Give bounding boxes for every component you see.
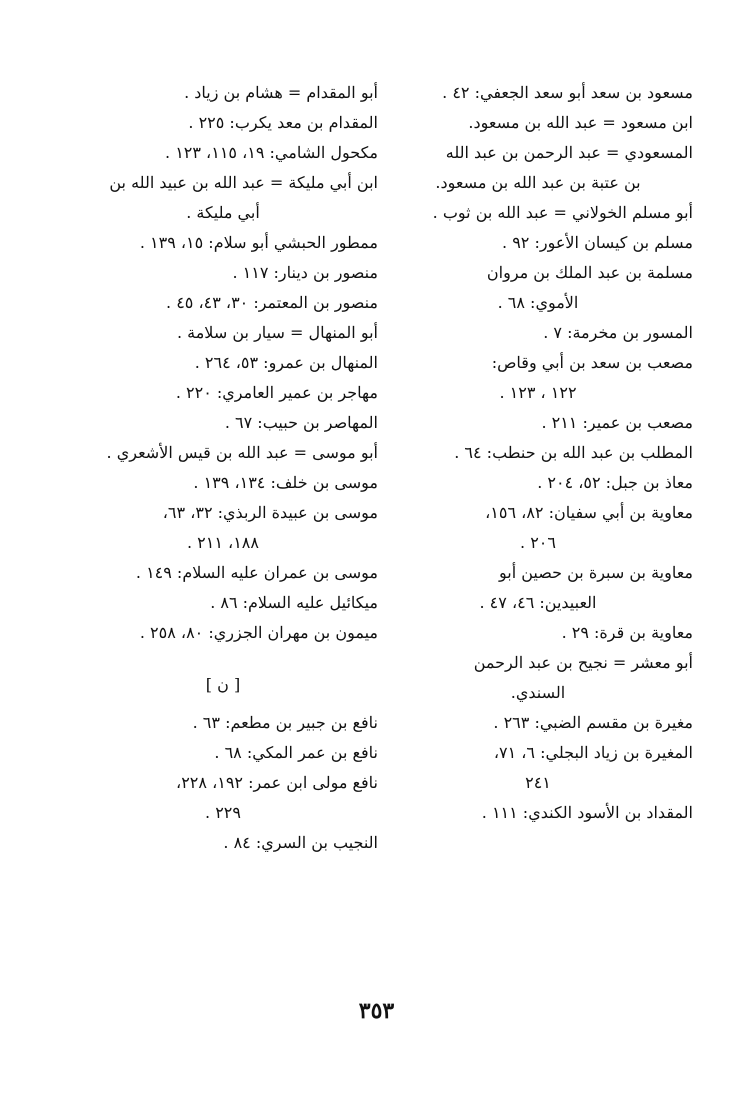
- index-entry: نافع بن عمر المكي: ٦٨ .: [214, 743, 378, 762]
- index-entry: مصعب بن عمير: ٢١١ .: [541, 413, 693, 432]
- index-entry: معاوية بن أبي سفيان: ٨٢، ١٥٦،: [485, 503, 693, 522]
- index-entry: نافع بن جبير بن مطعم: ٦٣ .: [192, 713, 378, 732]
- index-entry: نافع مولى ابن عمر: ١٩٢، ٢٢٨،: [176, 773, 378, 792]
- index-entry: المسعودي = عبد الرحمن بن عبد الله: [445, 143, 693, 162]
- index-entry: النجيب بن السري: ٨٤ .: [223, 833, 378, 852]
- index-entry-continuation: أبي مليكة .: [186, 203, 260, 222]
- index-entry: معاوية بن قرة: ٢٩ .: [561, 623, 693, 642]
- left-column: [68, 78, 378, 858]
- index-entry: ابن أبي مليكة = عبد الله بن عبيد الله بن: [109, 173, 378, 192]
- index-entry-continuation: ٢٤١: [525, 773, 551, 792]
- index-entry: المقداد بن الأسود الكندي: ١١١ .: [481, 803, 693, 822]
- index-entry: مسلم بن كيسان الأعور: ٩٢ .: [502, 233, 693, 252]
- index-entry-continuation: العبيدين: ٤٦، ٤٧ .: [479, 593, 597, 612]
- index-entry: ابن مسعود = عبد الله بن مسعود.: [468, 113, 693, 132]
- index-entry: معاذ بن جبل: ٥٢، ٢٠٤ .: [537, 473, 693, 492]
- index-entry: مسعود بن سعد أبو سعد الجعفي: ٤٢ .: [442, 83, 693, 102]
- index-entry: أبو مسلم الخولاني = عبد الله بن ثوب .: [432, 203, 693, 222]
- right-column: [383, 78, 693, 828]
- index-entry: المغيرة بن زياد البجلي: ٦، ٧١،: [493, 743, 693, 762]
- index-entry: مغيرة بن مقسم الضبي: ٢٦٣ .: [493, 713, 693, 732]
- index-entry: أبو المنهال = سيار بن سلامة .: [176, 323, 378, 342]
- section-heading-noon: [ ن ]: [205, 675, 241, 694]
- index-entry: ميمون بن مهران الجزري: ٨٠، ٢٥٨ .: [139, 623, 378, 642]
- index-entry-continuation: ١٨٨، ٢١١ .: [187, 533, 259, 552]
- index-entry: المسور بن مخرمة: ٧ .: [543, 323, 693, 342]
- index-entry: موسى بن عبيدة الربذي: ٣٢، ٦٣،: [162, 503, 378, 522]
- index-entry-continuation: بن عتبة بن عبد الله بن مسعود.: [435, 173, 641, 192]
- index-entry: مصعب بن سعد بن أبي وقاص:: [491, 353, 693, 372]
- index-entry: معاوية بن سبرة بن حصين أبو: [499, 563, 693, 582]
- index-entry-continuation: ٢٢٩ .: [205, 803, 241, 822]
- index-entry: المقدام بن معد يكرب: ٢٢٥ .: [188, 113, 378, 132]
- index-entry: المنهال بن عمرو: ٥٣، ٢٦٤ .: [194, 353, 378, 372]
- index-entry: مهاجر بن عمير العامري: ٢٢٠ .: [175, 383, 378, 402]
- index-entry: أبو المقدام = هشام بن زياد .: [184, 83, 378, 102]
- index-entry: مسلمة بن عبد الملك بن مروان: [486, 263, 693, 282]
- index-entry: منصور بن المعتمر: ٣٠، ٤٣، ٤٥ .: [166, 293, 378, 312]
- index-entry: منصور بن دينار: ١١٧ .: [232, 263, 378, 282]
- page-number: ٣٥٣: [358, 998, 395, 1024]
- index-entry: أبو معشر = نجيح بن عبد الرحمن: [473, 653, 693, 672]
- index-entry-continuation: ٢٠٦ .: [520, 533, 556, 552]
- index-entry-continuation: السندي.: [510, 683, 566, 702]
- index-entry: المهاصر بن حبيب: ٦٧ .: [224, 413, 378, 432]
- index-entry: ميكائيل عليه السلام: ٨٦ .: [210, 593, 378, 612]
- index-entry: أبو موسى = عبد الله بن قيس الأشعري .: [106, 443, 378, 462]
- index-entry: موسى بن خلف: ١٣٤، ١٣٩ .: [193, 473, 378, 492]
- index-entry-continuation: الأموي: ٦٨ .: [497, 293, 579, 312]
- index-entry-continuation: ١٢٢ ، ١٢٣ .: [499, 383, 577, 402]
- index-entry: ممطور الحبشي أبو سلام: ١٥، ١٣٩ .: [139, 233, 378, 252]
- index-entry: موسى بن عمران عليه السلام: ١٤٩ .: [135, 563, 378, 582]
- index-entry: المطلب بن عبد الله بن حنطب: ٦٤ .: [454, 443, 693, 462]
- index-entry: مكحول الشامي: ١٩، ١١٥، ١٢٣ .: [165, 143, 378, 162]
